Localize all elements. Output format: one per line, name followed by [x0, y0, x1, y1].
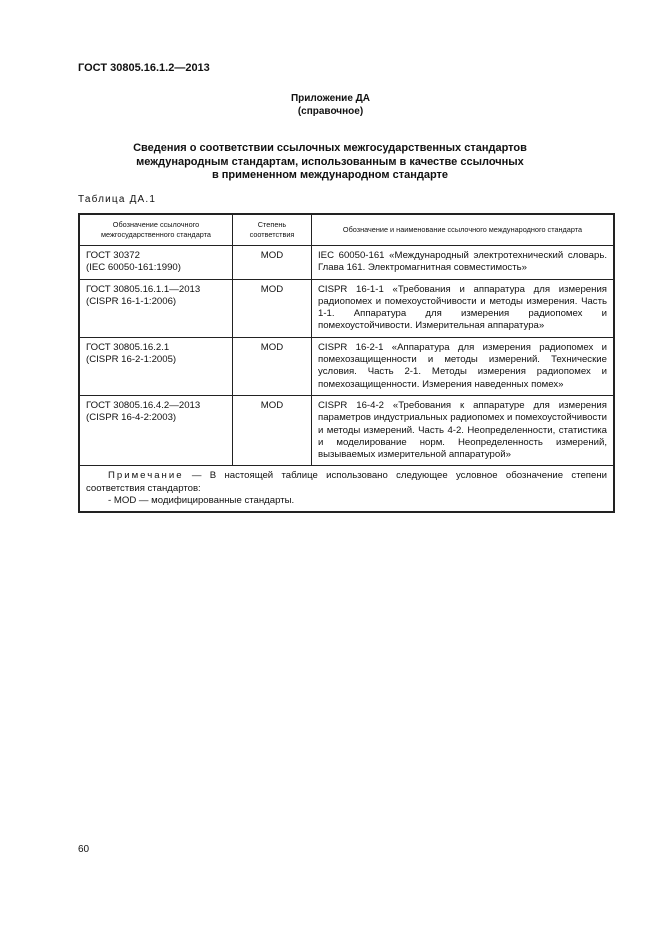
- cell-standard: [79, 279, 233, 337]
- table-row: [79, 279, 614, 337]
- section-title: [90, 142, 570, 183]
- document-header: ГОСТ 30805.16.1.2—2013: [78, 62, 210, 74]
- section-title-line: Сведения о соответствии ссылочных межгосударственных стандартов: [133, 142, 527, 154]
- page-number: 60: [78, 844, 90, 855]
- table-row: [79, 337, 614, 395]
- table-row: [79, 246, 614, 280]
- table-note-row: [79, 466, 614, 512]
- appendix-heading: [0, 92, 661, 118]
- standard-code: ГОСТ 30805.16.4.2—2013: [86, 399, 201, 411]
- table-caption: Таблица ДА.1: [78, 194, 157, 205]
- cell-standard: [79, 246, 233, 280]
- note-label: Примечание: [108, 470, 184, 482]
- cell-degree: MOD: [233, 279, 312, 337]
- column-header-international: Обозначение и наименование ссылочного международного стандарта: [312, 214, 615, 246]
- cell-international-standard: CISPR 16-1-1 «Требования и аппаратура для измерения радиопомех и помехоустойчивости и методы измерения. Часть 1-1. Аппаратура для измерения радиопомех и помехоустойчивости. Измерительная аппаратура»: [312, 279, 615, 337]
- standard-reference: (CISPR 16-1-1:2006): [86, 295, 177, 307]
- note-text: — В настоящей таблице использовано следующее условное обозначение степени соответствия стандартов:: [86, 470, 607, 494]
- cell-standard: [79, 337, 233, 395]
- section-title-line: международным стандартам, использованным в качестве ссылочных: [136, 155, 524, 168]
- standard-reference: (CISPR 16-2-1:2005): [86, 354, 177, 366]
- standard-reference: (IEC 60050-161:1990): [86, 262, 181, 274]
- cell-international-standard: IEC 60050-161 «Международный электротехнический словарь. Глава 161. Электромагнитная совместимость»: [312, 246, 615, 280]
- column-header-degree: Степень соответствия: [233, 214, 312, 246]
- standard-code: ГОСТ 30805.16.2.1: [86, 341, 170, 353]
- cell-degree: MOD: [233, 395, 312, 465]
- column-header-standard: Обозначение ссылочного межгосударственного стандарта: [79, 214, 233, 246]
- correspondence-table: [78, 213, 615, 513]
- cell-international-standard: CISPR 16-2-1 «Аппаратура для измерения радиопомех и помехозащищенности и методы измерений. Технические условия. Часть 2-1. Методы измерения радиопомех и помехозащищенности. Измерения наведенных помех»: [312, 337, 615, 395]
- appendix-subtitle: (справочное): [297, 106, 364, 117]
- cell-degree: MOD: [233, 337, 312, 395]
- table-row: [79, 395, 614, 465]
- table-note: [79, 466, 614, 512]
- standard-code: ГОСТ 30805.16.1.1—2013: [86, 283, 201, 295]
- cell-international-standard: CISPR 16-4-2 «Требования к аппаратуре для измерения параметров индустриальных радиопомех и помехоустойчивости и методы измерений. Часть 4-2. Неопределенности, статистика и моделирование норм. Неопределенность измерений, вызываемых измерительной аппаратурой»: [312, 395, 615, 465]
- standard-reference: (CISPR 16-4-2:2003): [86, 412, 177, 424]
- table-header-row: [79, 214, 614, 246]
- cell-degree: MOD: [233, 246, 312, 280]
- appendix-title: Приложение ДА: [290, 93, 371, 104]
- section-title-line: в примененном международном стандарте: [211, 169, 449, 181]
- note-item: - MOD — модифицированные стандарты.: [108, 495, 295, 507]
- standard-code: ГОСТ 30372: [86, 250, 140, 261]
- cell-standard: [79, 395, 233, 465]
